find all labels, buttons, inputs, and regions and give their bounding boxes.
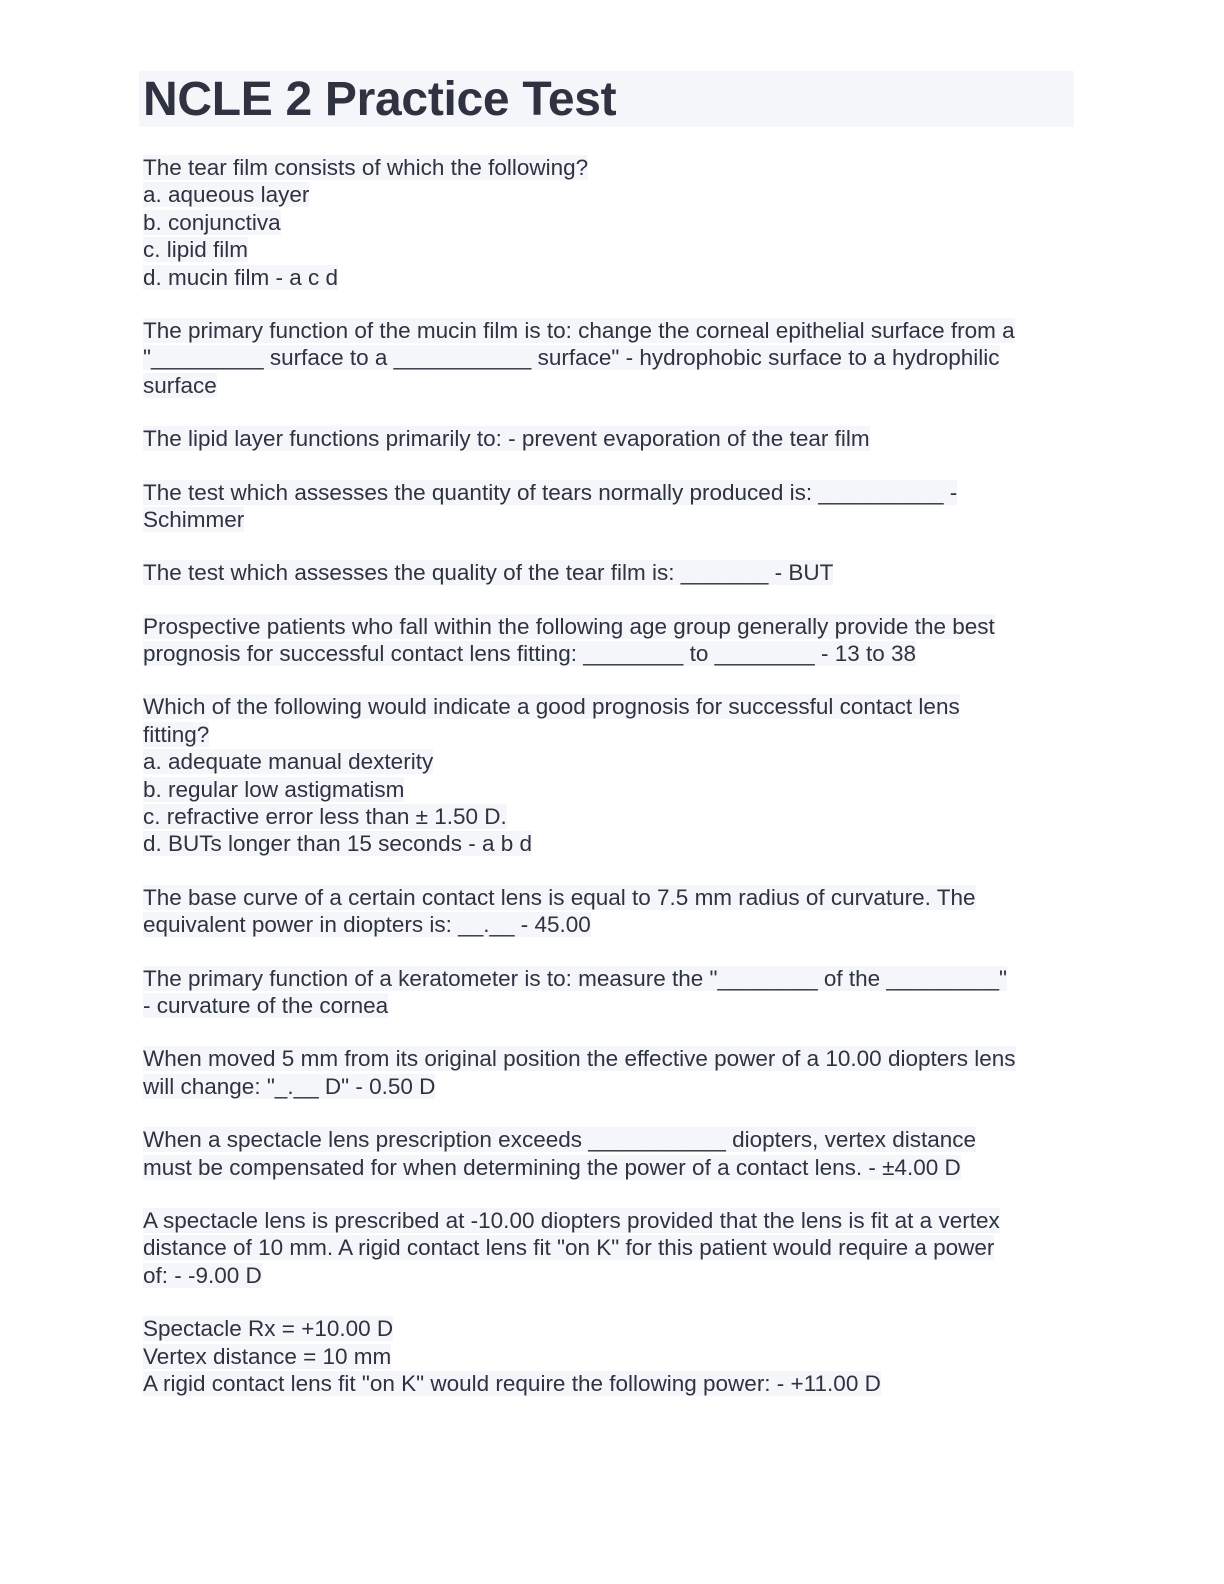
- qa-item: [143, 884, 1078, 939]
- qa-item: [143, 965, 1078, 1020]
- answer-text: surface: [143, 372, 217, 398]
- question-text: The test which assesses the quantity of tears normally produced is: __________ -: [143, 479, 958, 505]
- question-text: Vertex distance = 10 mm: [143, 1343, 392, 1369]
- question-text: The primary function of a keratometer is to: measure the "________ of the _________": [143, 965, 1007, 991]
- qa-item: [143, 154, 1078, 291]
- question-answer-text: A rigid contact lens fit "on K" would require the following power: - +11.00 D: [143, 1370, 881, 1396]
- question-answer-text: The lipid layer functions primarily to: - prevent evaporation of the tear film: [143, 426, 870, 452]
- option-d-answer: d. BUTs longer than 15 seconds - a b d: [143, 831, 532, 857]
- option-b: b. conjunctiva: [143, 209, 281, 235]
- option-c: c. refractive error less than ± 1.50 D.: [143, 804, 507, 830]
- qa-item: [143, 1315, 1078, 1397]
- question-text: Prospective patients who fall within the following age group generally provide the best: [143, 613, 995, 639]
- question-text: The tear film consists of which the following?: [143, 155, 589, 180]
- question-text: "_________ surface to a ___________ surface" - hydrophobic surface to a hydrophilic: [143, 345, 1000, 371]
- qa-item: [143, 559, 1078, 586]
- answer-text: of: - -9.00 D: [143, 1262, 262, 1288]
- answer-text: Schimmer: [143, 506, 245, 532]
- page-title: NCLE 2 Practice Test: [143, 73, 617, 126]
- qa-item: [143, 479, 1078, 534]
- qa-item: [143, 1045, 1078, 1100]
- qa-item: [143, 1207, 1078, 1289]
- option-a: a. aqueous layer: [143, 182, 310, 208]
- qa-item: [143, 317, 1078, 399]
- qa-item: [143, 425, 1078, 452]
- question-text: When a spectacle lens prescription exceeds ___________ diopters, vertex distance: [143, 1127, 977, 1153]
- question-text: When moved 5 mm from its original position the effective power of a 10.00 diopters lens: [143, 1046, 1016, 1072]
- question-answer-text: The test which assesses the quality of the tear film is: _______ - BUT: [143, 560, 834, 586]
- option-b: b. regular low astigmatism: [143, 776, 405, 802]
- question-text: A spectacle lens is prescribed at -10.00 diopters provided that the lens is fit at a vertex: [143, 1207, 1000, 1233]
- question-answer-text: equivalent power in diopters is: __.__ - 45.00: [143, 912, 591, 938]
- question-answer-text: prognosis for successful contact lens fitting: ________ to ________ - 13 to 38: [143, 641, 917, 667]
- question-answer-text: will change: "_.__ D" - 0.50 D: [143, 1073, 436, 1099]
- option-c: c. lipid film: [143, 237, 249, 263]
- qa-item: [143, 613, 1078, 668]
- question-text: Spectacle Rx = +10.00 D: [143, 1316, 394, 1342]
- question-text: distance of 10 mm. A rigid contact lens fit "on K" for this patient would require a power: [143, 1235, 995, 1261]
- question-text: fitting?: [143, 721, 210, 747]
- qa-item: [143, 1126, 1078, 1181]
- question-text: Which of the following would indicate a good prognosis for successful contact lens: [143, 694, 960, 720]
- option-a: a. adequate manual dexterity: [143, 749, 434, 775]
- question-text: The base curve of a certain contact lens is equal to 7.5 mm radius of curvature. The: [143, 884, 976, 910]
- question-list: [143, 154, 1078, 1423]
- question-answer-text: must be compensated for when determining the power of a contact lens. - ±4.00 D: [143, 1154, 961, 1180]
- qa-item: [143, 693, 1078, 857]
- answer-text: - curvature of the cornea: [143, 992, 389, 1018]
- question-text: The primary function of the mucin film is to: change the corneal epithelial surface from a: [143, 317, 1015, 343]
- option-d-answer: d. mucin film - a c d: [143, 264, 339, 290]
